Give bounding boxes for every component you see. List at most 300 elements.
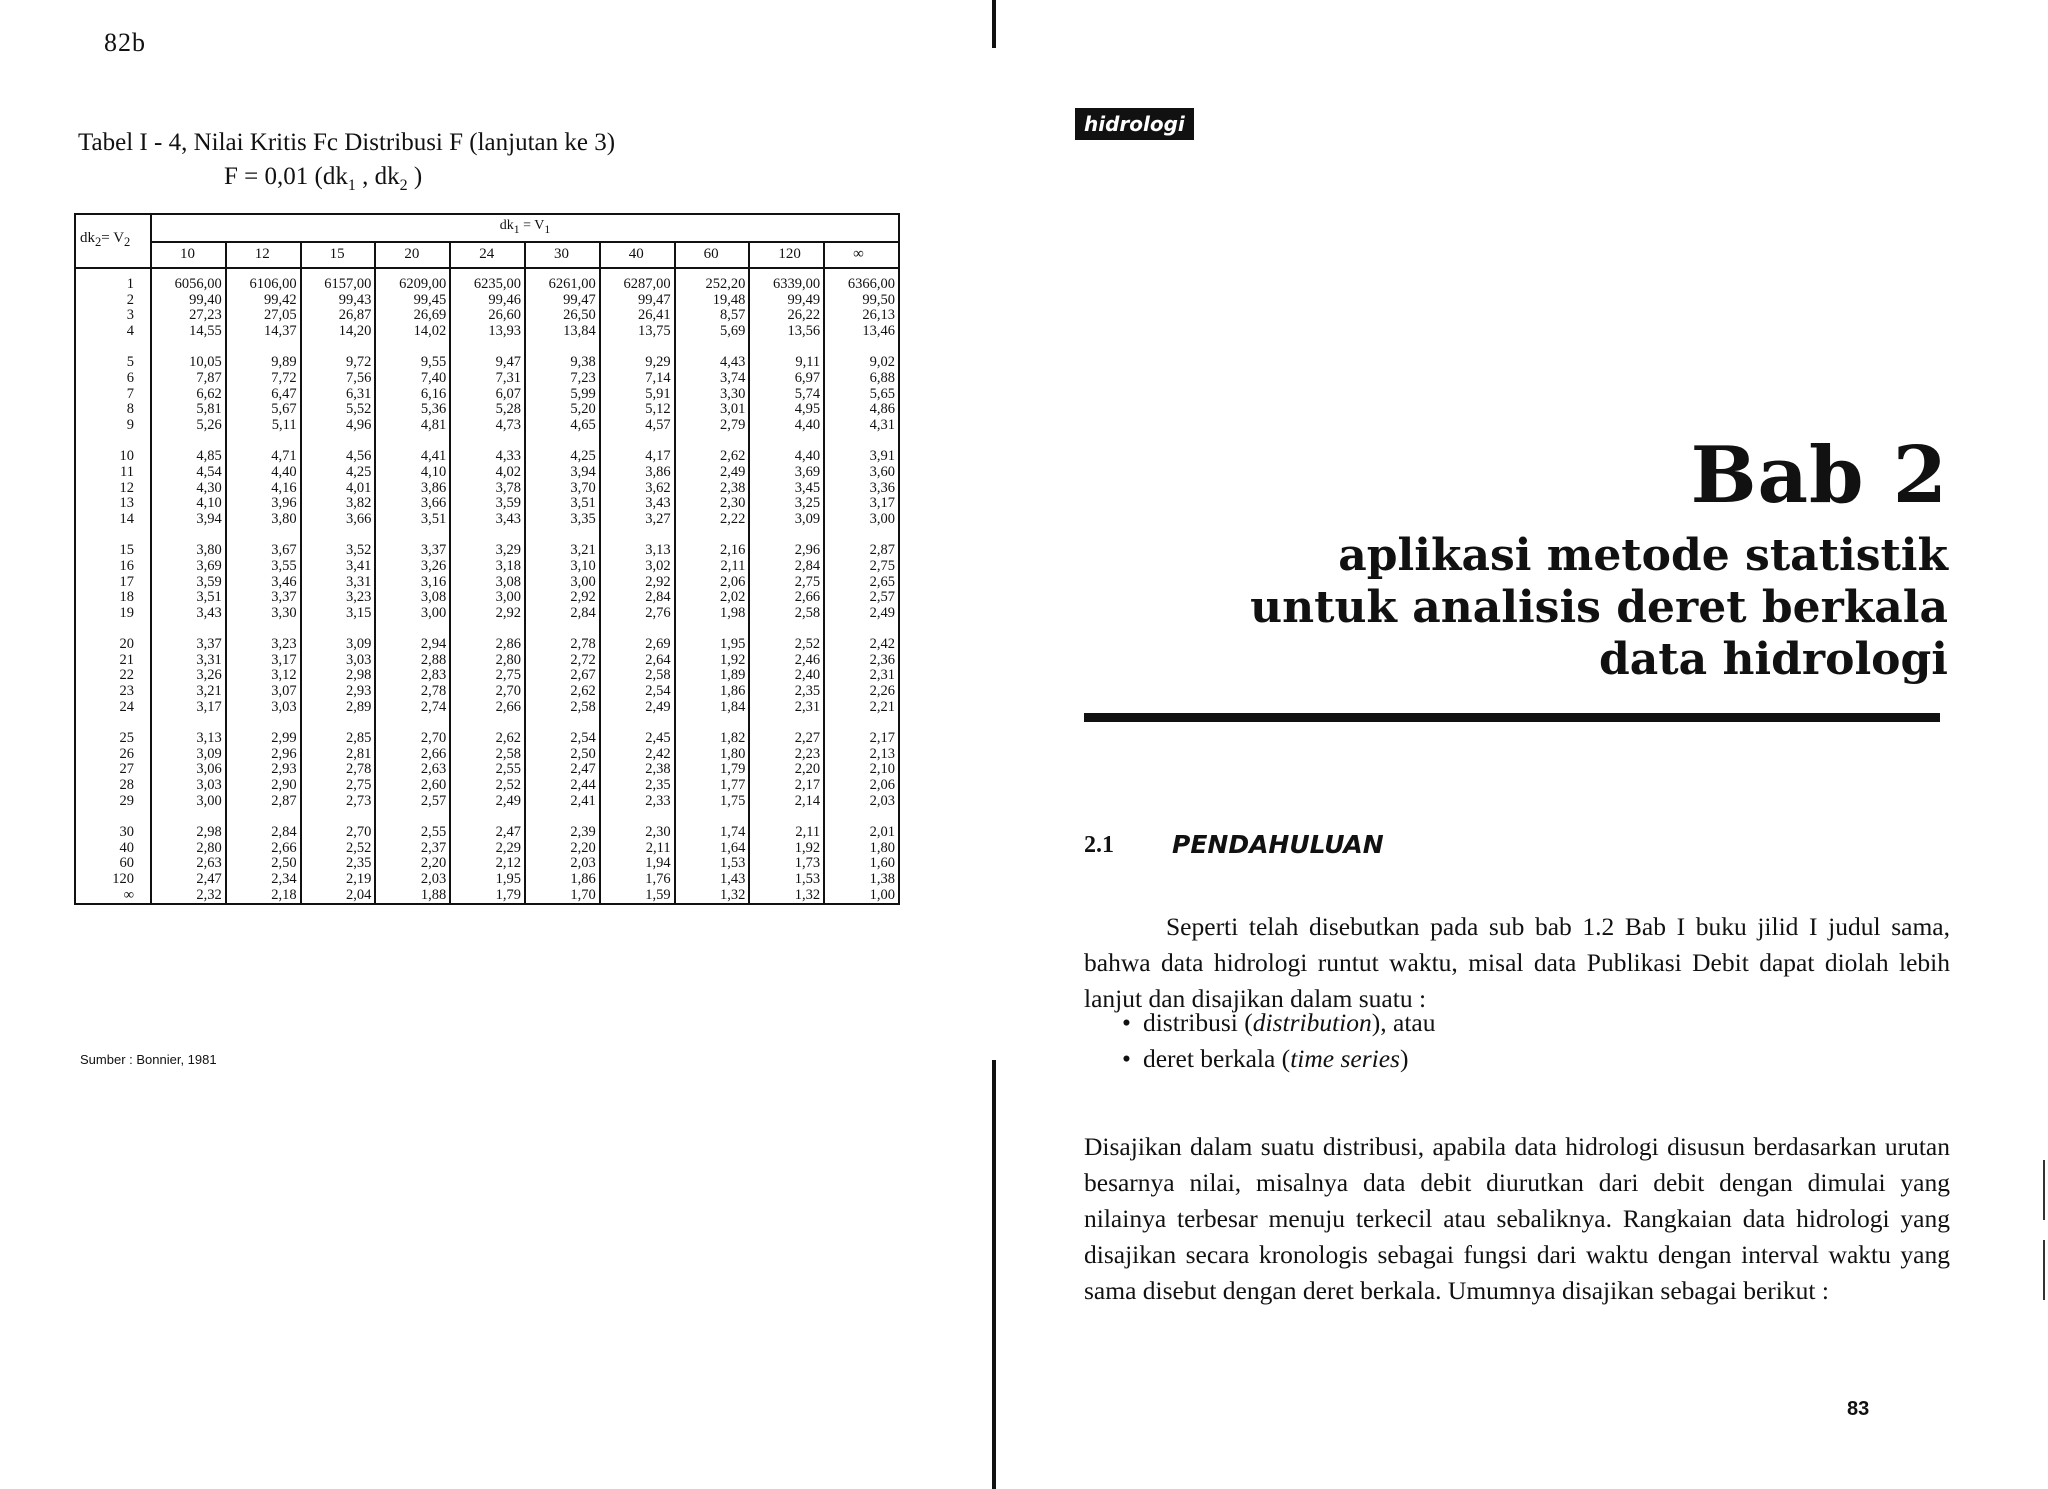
value-cell: 2,86 (450, 637, 525, 653)
value-cell: 6366,00 (824, 277, 899, 293)
value-cell: 1,82 (675, 731, 750, 747)
value-cell: 3,41 (301, 559, 376, 575)
value-cell: 13,75 (600, 324, 675, 340)
value-cell: 7,72 (226, 371, 301, 387)
table-group-gap (75, 433, 899, 449)
value-cell: 5,20 (525, 402, 600, 418)
value-cell: 2,52 (450, 778, 525, 794)
table-row (75, 387, 899, 403)
value-cell: 3,66 (301, 512, 376, 528)
value-cell: 9,02 (824, 355, 899, 371)
value-cell: 2,92 (450, 606, 525, 622)
value-cell: 3,91 (824, 449, 899, 465)
value-cell: 3,26 (375, 559, 450, 575)
value-cell: 2,17 (824, 731, 899, 747)
value-cell: 3,51 (525, 496, 600, 512)
table-row (75, 543, 899, 559)
table-group-gap (75, 715, 899, 731)
value-cell: 2,89 (301, 700, 376, 716)
value-cell: 2,85 (301, 731, 376, 747)
value-cell: 2,29 (450, 841, 525, 857)
value-cell: 3,46 (226, 575, 301, 591)
section-title: PENDAHULUAN (1172, 830, 1384, 859)
value-cell: 3,00 (824, 512, 899, 528)
value-cell: 2,94 (375, 637, 450, 653)
value-cell: 2,13 (824, 747, 899, 763)
value-cell: 3,23 (226, 637, 301, 653)
table-row (75, 794, 899, 810)
value-cell: 3,59 (450, 496, 525, 512)
value-cell: 6,07 (450, 387, 525, 403)
value-cell: 4,01 (301, 481, 376, 497)
value-cell: 6,47 (226, 387, 301, 403)
table-group-gap (75, 339, 899, 355)
value-cell: 2,64 (600, 653, 675, 669)
value-cell: 2,72 (525, 653, 600, 669)
value-cell: 4,81 (375, 418, 450, 434)
value-cell: 2,52 (301, 841, 376, 857)
value-cell: 4,25 (525, 449, 600, 465)
section-tag: hidrologi (1075, 108, 1194, 140)
value-cell: 2,75 (301, 778, 376, 794)
value-cell: 2,80 (450, 653, 525, 669)
value-cell: 2,62 (525, 684, 600, 700)
value-cell: 2,02 (675, 590, 750, 606)
value-cell: 2,75 (749, 575, 824, 591)
value-cell: 14,02 (375, 324, 450, 340)
table-group-gap (75, 527, 899, 543)
value-cell: 3,02 (600, 559, 675, 575)
row-label-cell: 19 (75, 606, 151, 622)
value-cell: 2,62 (675, 449, 750, 465)
value-cell: 1,86 (675, 684, 750, 700)
value-cell: 1,79 (675, 762, 750, 778)
value-cell: 3,37 (375, 543, 450, 559)
value-cell: 3,13 (151, 731, 226, 747)
value-cell: 26,60 (450, 308, 525, 324)
row-label-cell: 40 (75, 841, 151, 857)
row-label-cell: 6 (75, 371, 151, 387)
table-row (75, 418, 899, 434)
value-cell: 4,96 (301, 418, 376, 434)
table-row (75, 606, 899, 622)
value-cell: 2,11 (749, 825, 824, 841)
value-cell: 2,54 (600, 684, 675, 700)
column-header: 30 (525, 242, 600, 268)
value-cell: 13,46 (824, 324, 899, 340)
row-label-cell: 30 (75, 825, 151, 841)
value-cell: 26,22 (749, 308, 824, 324)
value-cell: 3,70 (525, 481, 600, 497)
value-cell: 4,73 (450, 418, 525, 434)
value-cell: 2,98 (151, 825, 226, 841)
table-row (75, 277, 899, 293)
row-label-cell: 10 (75, 449, 151, 465)
value-cell: 2,30 (675, 496, 750, 512)
row-label-cell: 17 (75, 575, 151, 591)
value-cell: 2,96 (749, 543, 824, 559)
value-cell: 6287,00 (600, 277, 675, 293)
value-cell: 3,30 (226, 606, 301, 622)
value-cell: 5,52 (301, 402, 376, 418)
value-cell: 2,63 (375, 762, 450, 778)
value-cell: 3,82 (301, 496, 376, 512)
value-cell: 7,87 (151, 371, 226, 387)
value-cell: 2,65 (824, 575, 899, 591)
value-cell: 3,13 (600, 543, 675, 559)
value-cell: 2,73 (301, 794, 376, 810)
table-row (75, 653, 899, 669)
value-cell: 27,05 (226, 308, 301, 324)
column-header: 120 (749, 242, 824, 268)
value-cell: 2,58 (525, 700, 600, 716)
value-cell: 2,19 (301, 872, 376, 888)
value-cell: 2,14 (749, 794, 824, 810)
value-cell: 26,50 (525, 308, 600, 324)
value-cell: 3,08 (375, 590, 450, 606)
table-row (75, 355, 899, 371)
value-cell: 3,21 (151, 684, 226, 700)
value-cell: 2,57 (375, 794, 450, 810)
value-cell: 2,30 (600, 825, 675, 841)
value-cell: 5,11 (226, 418, 301, 434)
value-cell: 3,06 (151, 762, 226, 778)
value-cell: 3,36 (824, 481, 899, 497)
value-cell: 2,17 (749, 778, 824, 794)
value-cell: 4,54 (151, 465, 226, 481)
value-cell: 4,40 (749, 449, 824, 465)
chapter-title (1148, 530, 1948, 686)
value-cell: 2,70 (301, 825, 376, 841)
row-label-cell: 4 (75, 324, 151, 340)
value-cell: 4,57 (600, 418, 675, 434)
value-cell: 4,10 (375, 465, 450, 481)
column-header: ∞ (824, 242, 899, 268)
row-label-cell: 11 (75, 465, 151, 481)
value-cell: 3,30 (675, 387, 750, 403)
column-header: 20 (375, 242, 450, 268)
row-label-cell: 9 (75, 418, 151, 434)
value-cell: 2,83 (375, 668, 450, 684)
value-cell: 1,43 (675, 872, 750, 888)
table-header-label: $dk_1 = V_1$ (151, 214, 899, 242)
column-header: 10 (151, 242, 226, 268)
value-cell: 3,00 (151, 794, 226, 810)
value-cell: 2,37 (375, 841, 450, 857)
row-label-cell: 60 (75, 856, 151, 872)
value-cell: 1,88 (375, 888, 450, 905)
page-number: 83 (1847, 1398, 1870, 1420)
value-cell: 2,49 (675, 465, 750, 481)
value-cell: 1,94 (600, 856, 675, 872)
value-cell: 9,89 (226, 355, 301, 371)
value-cell: 27,23 (151, 308, 226, 324)
table-row (75, 872, 899, 888)
value-cell: 99,43 (301, 293, 376, 309)
value-cell: 2,78 (525, 637, 600, 653)
value-cell: 2,87 (824, 543, 899, 559)
value-cell: 3,78 (450, 481, 525, 497)
value-cell: 2,47 (151, 872, 226, 888)
value-cell: 4,85 (151, 449, 226, 465)
value-cell: 2,47 (525, 762, 600, 778)
value-cell: 5,69 (675, 324, 750, 340)
value-cell: 2,35 (600, 778, 675, 794)
value-cell: 2,47 (450, 825, 525, 841)
value-cell: 3,15 (301, 606, 376, 622)
value-cell: 2,93 (301, 684, 376, 700)
value-cell: 7,14 (600, 371, 675, 387)
value-cell: 2,75 (450, 668, 525, 684)
value-cell: 2,06 (675, 575, 750, 591)
right-page (992, 0, 2048, 1489)
table-row (75, 324, 899, 340)
paragraph-body: Disajikan dalam suatu distribusi, apabila data hidrologi disusun berdasarkan urutan besarnya nilai, misalnya data debit diurutkan dari debit dengan dimulai yang nilainya terbesar menuju terkecil atau sebaliknya. Rangkaian data hidrologi yang disajikan secara kronologis sebagai fungsi dari waktu dengan interval waktu yang sama disebut dengan deret berkala. Umumnya disajikan sebagai berikut : (1084, 1131, 1950, 1305)
value-cell: 2,03 (824, 794, 899, 810)
value-cell: 3,09 (749, 512, 824, 528)
value-cell: 2,39 (525, 825, 600, 841)
value-cell: 2,10 (824, 762, 899, 778)
value-cell: 3,51 (151, 590, 226, 606)
value-cell: 2,88 (375, 653, 450, 669)
value-cell: 2,22 (675, 512, 750, 528)
value-cell: 2,84 (226, 825, 301, 841)
value-cell: 5,99 (525, 387, 600, 403)
value-cell: 2,11 (675, 559, 750, 575)
table-row (75, 731, 899, 747)
value-cell: 3,35 (525, 512, 600, 528)
value-cell: 1,98 (675, 606, 750, 622)
value-cell: 3,03 (301, 653, 376, 669)
row-label-cell: 5 (75, 355, 151, 371)
value-cell: 9,47 (450, 355, 525, 371)
value-cell: 99,50 (824, 293, 899, 309)
value-cell: 7,31 (450, 371, 525, 387)
value-cell: 4,43 (675, 355, 750, 371)
value-cell: 4,16 (226, 481, 301, 497)
value-cell: 2,74 (375, 700, 450, 716)
value-cell: 99,49 (749, 293, 824, 309)
table-row (75, 856, 899, 872)
value-cell: 2,11 (600, 841, 675, 857)
value-cell: 2,55 (450, 762, 525, 778)
value-cell: 5,28 (450, 402, 525, 418)
section-number: 2.1 (1084, 832, 1114, 858)
value-cell: 5,91 (600, 387, 675, 403)
table-row (75, 668, 899, 684)
value-cell: 1,89 (675, 668, 750, 684)
value-cell: 2,46 (749, 653, 824, 669)
value-cell: 2,58 (749, 606, 824, 622)
value-cell: 26,41 (600, 308, 675, 324)
value-cell: 2,66 (375, 747, 450, 763)
value-cell: 4,33 (450, 449, 525, 465)
row-label-cell: 24 (75, 700, 151, 716)
value-cell: 4,56 (301, 449, 376, 465)
value-cell: 2,58 (600, 668, 675, 684)
row-label-cell: 21 (75, 653, 151, 669)
value-cell: 4,02 (450, 465, 525, 481)
value-cell: 2,36 (824, 653, 899, 669)
value-cell: 5,36 (375, 402, 450, 418)
value-cell: 2,81 (301, 747, 376, 763)
table-group-gap (75, 621, 899, 637)
value-cell: 4,30 (151, 481, 226, 497)
table-row (75, 700, 899, 716)
value-cell: 2,16 (675, 543, 750, 559)
value-cell: 3,67 (226, 543, 301, 559)
table-row (75, 590, 899, 606)
value-cell: 8,57 (675, 308, 750, 324)
value-cell: 3,26 (151, 668, 226, 684)
value-cell: 3,25 (749, 496, 824, 512)
value-cell: 2,69 (600, 637, 675, 653)
value-cell: 1,80 (675, 747, 750, 763)
table-row (75, 575, 899, 591)
table-row (75, 308, 899, 324)
value-cell: 1,95 (450, 872, 525, 888)
value-cell: 2,31 (749, 700, 824, 716)
value-cell: 2,34 (226, 872, 301, 888)
value-cell: 2,20 (525, 841, 600, 857)
bullet-list (1122, 1005, 1435, 1077)
table-row (75, 371, 899, 387)
value-cell: 6157,00 (301, 277, 376, 293)
value-cell: 14,20 (301, 324, 376, 340)
row-label-cell: 120 (75, 872, 151, 888)
value-cell: 3,31 (151, 653, 226, 669)
value-cell: 5,65 (824, 387, 899, 403)
value-cell: 14,55 (151, 324, 226, 340)
value-cell: 2,92 (600, 575, 675, 591)
value-cell: 2,49 (450, 794, 525, 810)
value-cell: 2,45 (600, 731, 675, 747)
value-cell: 2,70 (375, 731, 450, 747)
row-label-cell: 26 (75, 747, 151, 763)
value-cell: 3,03 (226, 700, 301, 716)
value-cell: 6261,00 (525, 277, 600, 293)
value-cell: 5,67 (226, 402, 301, 418)
value-cell: 99,47 (525, 293, 600, 309)
bullet-item: • distribusi (distribution), atau (1122, 1005, 1435, 1041)
row-label-cell: 16 (75, 559, 151, 575)
value-cell: 6,62 (151, 387, 226, 403)
table-group-gap (75, 809, 899, 825)
value-cell: 6,97 (749, 371, 824, 387)
value-cell: 2,12 (450, 856, 525, 872)
value-cell: 2,20 (749, 762, 824, 778)
row-label-cell: 12 (75, 481, 151, 497)
row-label-cell: 28 (75, 778, 151, 794)
value-cell: 4,71 (226, 449, 301, 465)
value-cell: 3,12 (226, 668, 301, 684)
value-cell: 3,01 (675, 402, 750, 418)
value-cell: 3,80 (151, 543, 226, 559)
table-row (75, 762, 899, 778)
value-cell: 1,74 (675, 825, 750, 841)
value-cell: 3,43 (151, 606, 226, 622)
value-cell: 3,59 (151, 575, 226, 591)
value-cell: 2,26 (824, 684, 899, 700)
value-cell: 3,37 (151, 637, 226, 653)
value-cell: 2,04 (301, 888, 376, 905)
value-cell: 3,69 (151, 559, 226, 575)
column-header: 40 (600, 242, 675, 268)
value-cell: 7,56 (301, 371, 376, 387)
value-cell: 2,35 (301, 856, 376, 872)
value-cell: 2,99 (226, 731, 301, 747)
value-cell: 7,40 (375, 371, 450, 387)
value-cell: 99,46 (450, 293, 525, 309)
table-row (75, 825, 899, 841)
table-row (75, 841, 899, 857)
value-cell: 2,03 (375, 872, 450, 888)
value-cell: 4,40 (749, 418, 824, 434)
value-cell: 3,80 (226, 512, 301, 528)
value-cell: 6,31 (301, 387, 376, 403)
value-cell: 2,03 (525, 856, 600, 872)
value-cell: 1,70 (525, 888, 600, 905)
value-cell: 9,11 (749, 355, 824, 371)
value-cell: 2,66 (749, 590, 824, 606)
value-cell: 26,69 (375, 308, 450, 324)
value-cell: 1,60 (824, 856, 899, 872)
column-header: 60 (675, 242, 750, 268)
value-cell: 2,84 (600, 590, 675, 606)
f-distribution-table (74, 213, 900, 905)
row-label-cell: ∞ (75, 888, 151, 905)
value-cell: 3,60 (824, 465, 899, 481)
table-row (75, 293, 899, 309)
row-label-cell: 29 (75, 794, 151, 810)
value-cell: 2,87 (226, 794, 301, 810)
value-cell: 99,40 (151, 293, 226, 309)
value-cell: 99,45 (375, 293, 450, 309)
value-cell: 1,32 (675, 888, 750, 905)
value-cell: 3,00 (525, 575, 600, 591)
value-cell: 3,51 (375, 512, 450, 528)
value-cell: 3,29 (450, 543, 525, 559)
value-cell: 2,42 (824, 637, 899, 653)
value-cell: 9,55 (375, 355, 450, 371)
value-cell: 6339,00 (749, 277, 824, 293)
value-cell: 1,84 (675, 700, 750, 716)
value-cell: 2,58 (450, 747, 525, 763)
row-label-cell: 25 (75, 731, 151, 747)
value-cell: 2,66 (450, 700, 525, 716)
value-cell: 1,73 (749, 856, 824, 872)
value-cell: 4,25 (301, 465, 376, 481)
value-cell: 3,09 (151, 747, 226, 763)
value-cell: 1,00 (824, 888, 899, 905)
value-cell: 2,79 (675, 418, 750, 434)
value-cell: 99,47 (600, 293, 675, 309)
value-cell: 2,54 (525, 731, 600, 747)
value-cell: 2,78 (301, 762, 376, 778)
table-body (75, 268, 899, 904)
chapter-title-line: untuk analisis deret berkala (1250, 582, 1948, 633)
value-cell: 99,42 (226, 293, 301, 309)
value-cell: 2,57 (824, 590, 899, 606)
value-cell: 2,49 (824, 606, 899, 622)
value-cell: 26,87 (301, 308, 376, 324)
value-cell: 3,43 (450, 512, 525, 528)
value-cell: 19,48 (675, 293, 750, 309)
value-cell: 3,52 (301, 543, 376, 559)
value-cell: 1,76 (600, 872, 675, 888)
value-cell: 3,08 (450, 575, 525, 591)
value-cell: 3,21 (525, 543, 600, 559)
